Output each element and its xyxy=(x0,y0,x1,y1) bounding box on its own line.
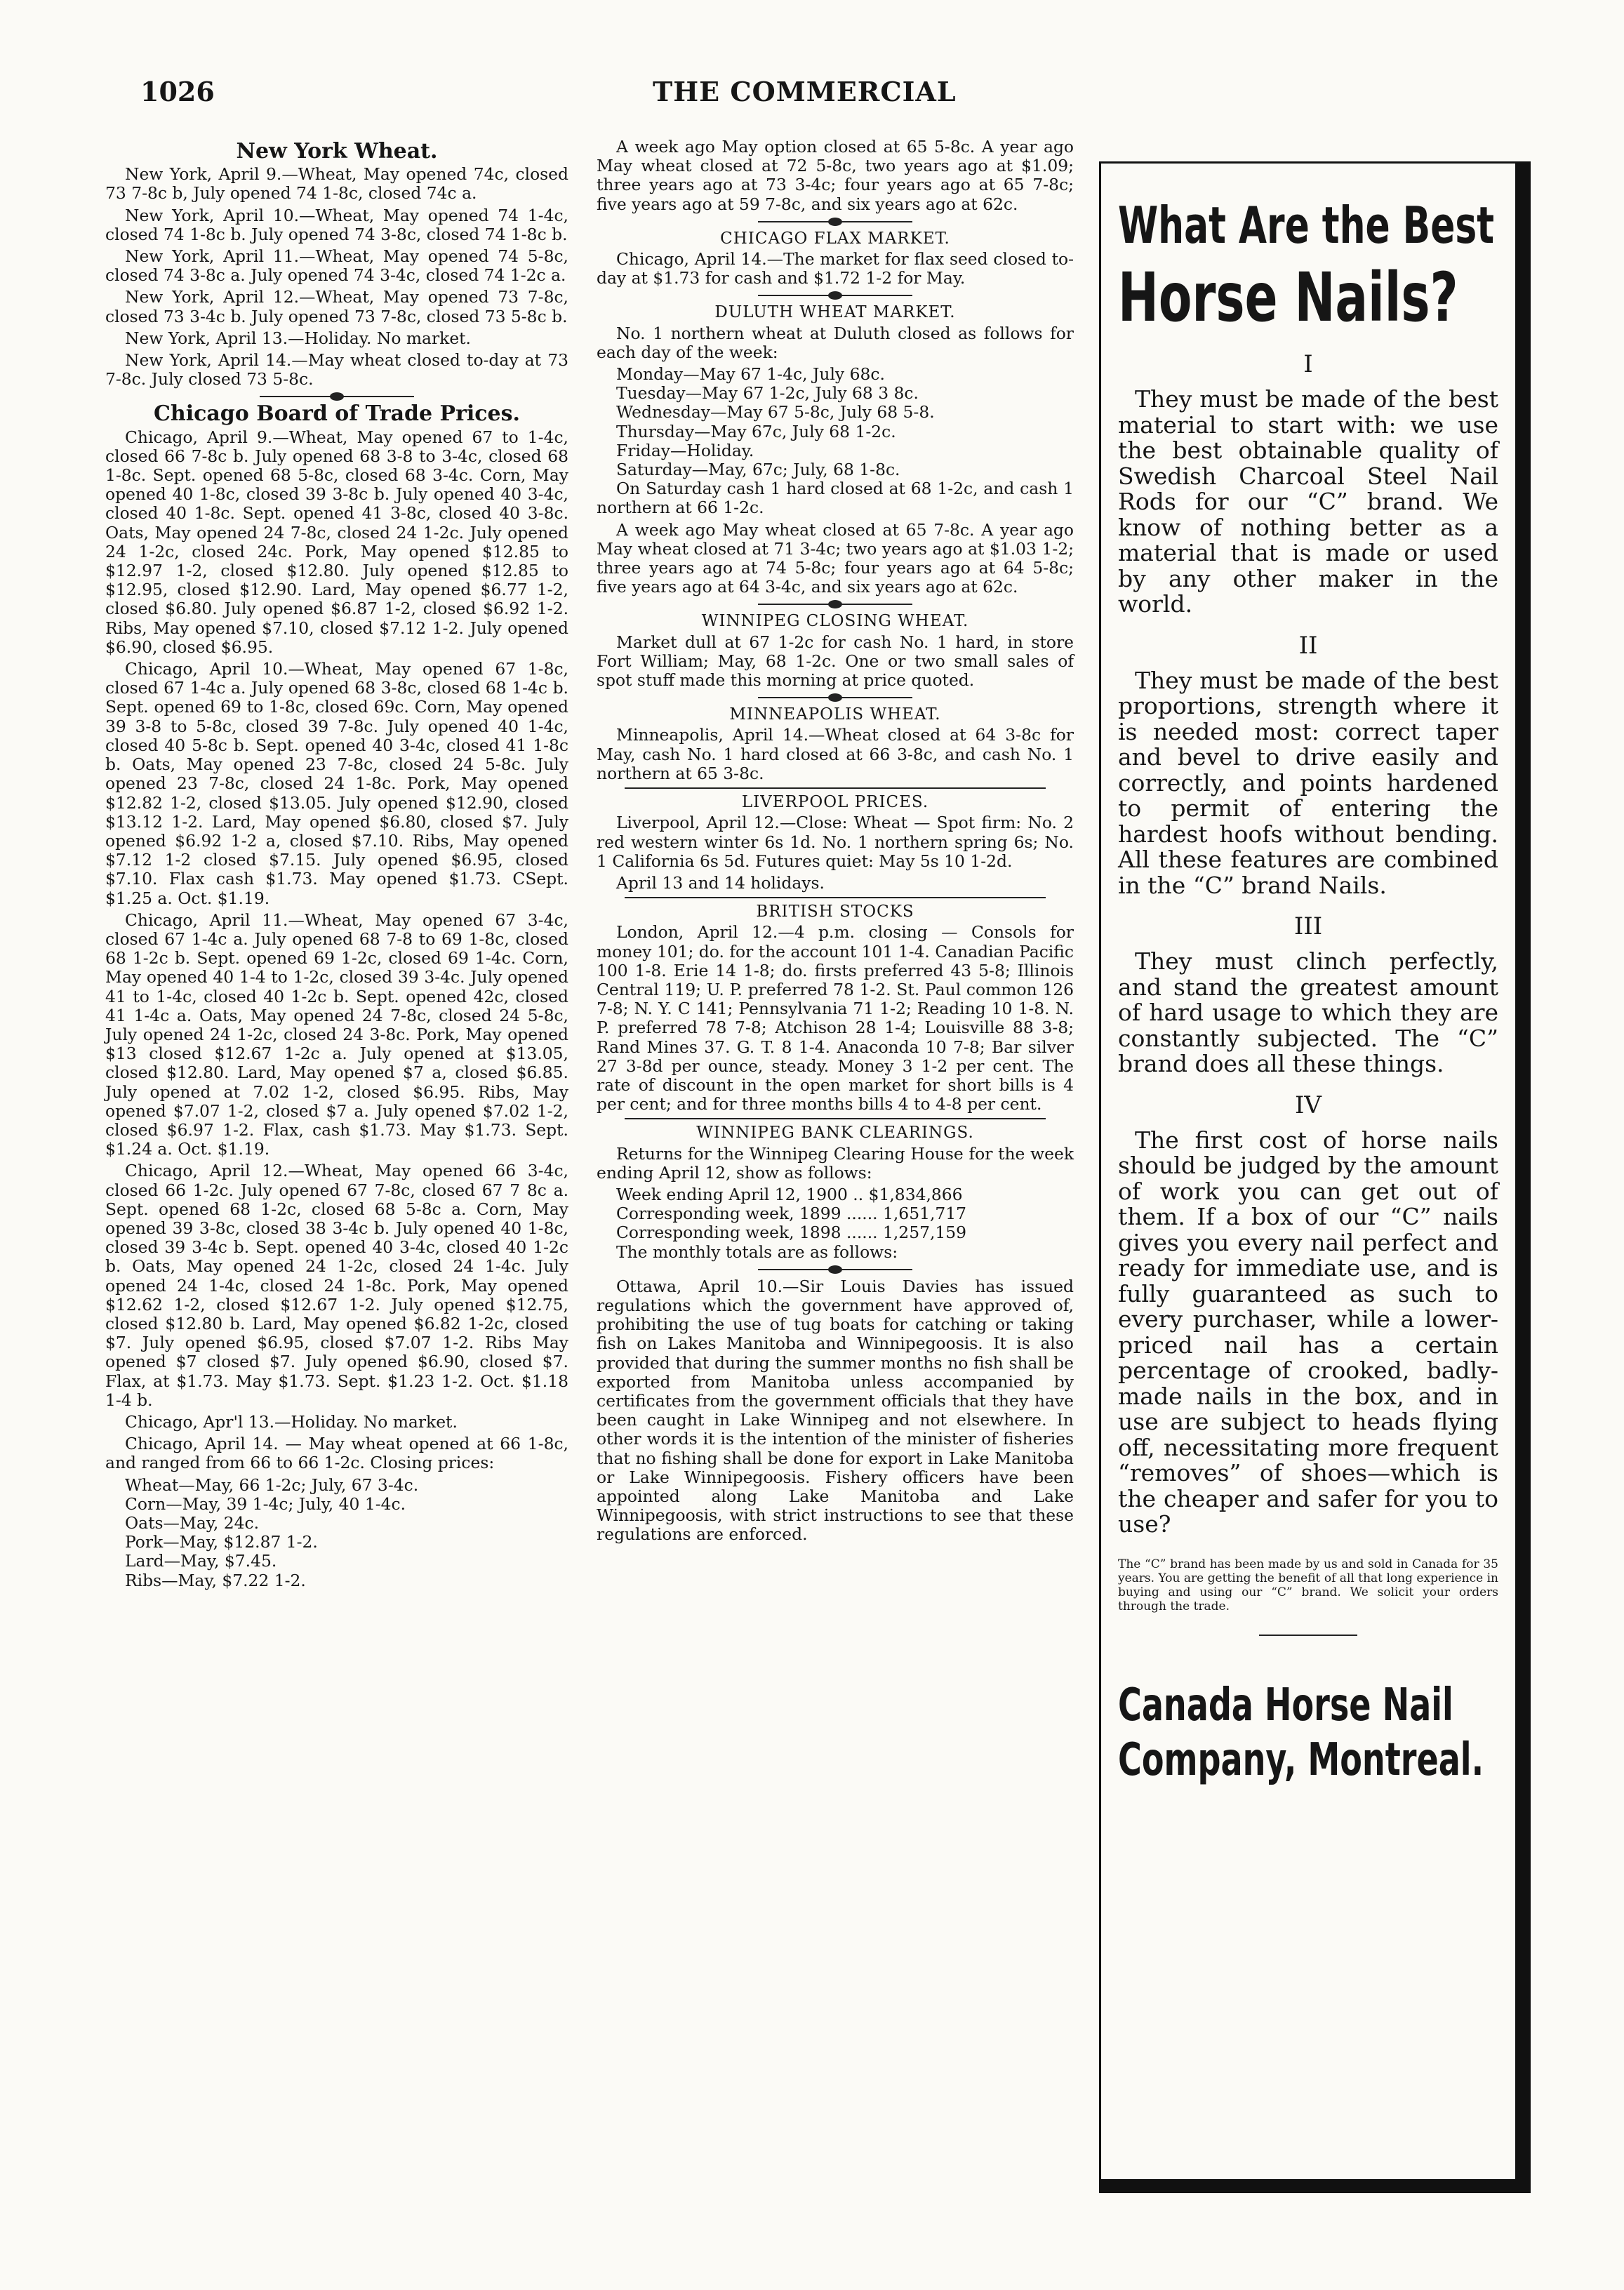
ad-section-text: They must be made of the best material to start with: we use the best obtainable quality of Swedish Charcoal Steel Nail Rods for our “C” brand. We know of nothing better as a material that is made or used by any other maker in the world. xyxy=(1118,385,1498,618)
british-stocks-heading: BRITISH STOCKS xyxy=(756,903,914,921)
duluth-day: Friday—Holiday. xyxy=(616,440,754,460)
ny-paragraph: New York, April 12.—Wheat, May opened 73 7-8c, closed 73 3-4c b. July opened 73 7-8c, closed 73 5-8c b. xyxy=(105,287,568,326)
chicago-paragraph: Chicago, Apr'l 13.—Holiday. No market. xyxy=(125,1412,458,1432)
duluth-day: Thursday—May 67c, July 68 1-2c. xyxy=(616,421,896,441)
liverpool-paragraph: Liverpool, April 12.—Close: Wheat — Spot firm: No. 2 red western winter 6s 1d. No. 1 northern spring 6s; No. 1 California 6s 5d. Futures quiet: May 5s 10 1-2d. xyxy=(597,813,1074,871)
ad-headline-line: What Are the Best xyxy=(1118,196,1494,255)
ad-small-print: The “C” brand has been made by us and sold in Canada for 35 years. You are getting the benefit of all that long experience in buying and using our “C” brand. We solicit your orders through the trade. xyxy=(1118,1557,1498,1613)
flax-paragraph: Chicago, April 14.—The market for flax seed closed to-day at $1.73 for cash and $1.72 1-2 for May. xyxy=(597,249,1074,288)
winnipeg-paragraph: Market dull at 67 1-2c for cash No. 1 hard, in store Fort William; May, 68 1-2c. One or two small sales of spot stuff made this morning at price quoted. xyxy=(597,632,1074,691)
clearings-row: Corresponding week, 1898 ...... 1,257,159 xyxy=(616,1223,967,1243)
section-rule xyxy=(625,787,1046,789)
duluth-paragraph: On Saturday cash 1 hard closed at 68 1-2c, and cash 1 northern at 66 1-2c. xyxy=(597,479,1074,518)
ad-section-number: I xyxy=(1303,350,1313,378)
intro-paragraph: A week ago May option closed at 65 5-8c. A year ago May wheat closed at 72 5-8c, two years ago at $1.09; three years ago at 73 3-4c; four years ago at 65 7-8c; five years ago at 59 7-8c, and six years ago at 62c. xyxy=(597,137,1074,214)
minneapolis-paragraph: Minneapolis, April 14.—Wheat closed at 64 3-8c for May, cash No. 1 hard closed at 66 3-8c, and cash No. 1 northern at 65 3-8c. xyxy=(597,725,1074,783)
ad-section-number: II xyxy=(1298,631,1318,660)
page-number: 1026 xyxy=(140,76,215,107)
section-rule xyxy=(625,1118,1046,1119)
duluth-paragraph: No. 1 northern wheat at Duluth closed as follows for each day of the week: xyxy=(597,323,1074,362)
closing-price-line: Oats—May, 24c. xyxy=(125,1513,260,1533)
duluth-day: Saturday—May, 67c; July, 68 1-8c. xyxy=(616,460,900,480)
liverpool-holidays: April 13 and 14 holidays. xyxy=(616,872,825,893)
section-separator xyxy=(758,1269,912,1270)
ad-section-number: IV xyxy=(1295,1091,1322,1119)
chicago-paragraph: Chicago, April 12.—Wheat, May opened 66 3-4c, closed 66 1-2c. July opened 67 7-8c, closed 67 7 8c a. Sept. opened 68 1-2c, closed 68 5-8c a. Corn, May opened 39 3-8c, closed 38 3-4c b. July opened 40 1-8c, closed 39 3-4c b. Sept. opened 40 3-4c, closed 40 1-2c b. Oats, May opened 24 1-2c, closed 24 1-4c. July opened 24 1-4c, closed 24 1-8c. Pork, May opened $12.62 1-2, closed $12.67 1-2. July opened $12.75, closed $12.80 b. Lard, May opened $6.82 1-2c, closed $7. July opened $6.95, closed $7.07 1-2. Ribs May opened $7 closed $7. July opened $6.90, closed $7. Flax, at $1.73. May $1.73. Sept. $1.23 1-2. Oct. $1.18 1-4 b. xyxy=(105,1161,568,1410)
duluth-day: Wednesday—May 67 5-8c, July 68 5-8. xyxy=(616,402,935,422)
closing-price-line: Lard—May, $7.45. xyxy=(125,1551,277,1571)
ny-paragraph: New York, April 13.—Holiday. No market. xyxy=(125,328,471,348)
clearings-heading: WINNIPEG BANK CLEARINGS. xyxy=(696,1124,974,1143)
section-separator xyxy=(260,396,414,397)
page-title: THE COMMERCIAL xyxy=(653,76,957,107)
ad-headline-line: Horse Nails? xyxy=(1118,258,1458,337)
clearings-monthly: The monthly totals are as follows: xyxy=(616,1241,898,1262)
column-left xyxy=(105,138,568,1590)
ad-company-line: Company, Montreal. xyxy=(1118,1733,1484,1786)
duluth-heading: DULUTH WHEAT MARKET. xyxy=(714,303,956,322)
ny-paragraph: New York, April 9.—Wheat, May opened 74c, closed 73 7-8c b, July opened 74 1-8c, closed 74c a. xyxy=(105,164,568,204)
chicago-paragraph: Chicago, April 14. — May wheat opened at 66 1-8c, and ranged from 66 to 66 1-2c. Closing prices: xyxy=(105,1434,568,1473)
chicago-paragraph: Chicago, April 11.—Wheat, May opened 67 3-4c, closed 67 1-4c a. July opened 68 7-8 to 69 1-8c, closed 68 1-2c b. Sept. opened 69 1-2c, closed 69 1-4c. Corn, May opened 40 1-4 to 1-2c, closed 39 3-4c. July opened 41 to 1-4c, closed 40 1-2c b. Sept. opened 42c, closed 41 1-4c a. Oats, May opened 24 7-8c, closed 24 5-8c, July opened 24 1-2c, closed 24 3-8c. Pork, May opened $13 closed $12.67 1-2c a. July opened at $13.05, closed $12.80. Lard, May opened $7 a, closed $6.85. July opened at 7.02 1-2, closed $6.95. Ribs, May opened $7.07 1-2, closed $7 a. July opened $7.02 1-2, closed $6.97 1-2. Flax, cash $1.73. May $1.73. Sept. $1.24 a. Oct. $1.19. xyxy=(105,910,568,1159)
liverpool-heading: LIVERPOOL PRICES. xyxy=(741,793,929,812)
minneapolis-heading: MINNEAPOLIS WHEAT. xyxy=(729,705,941,724)
ad-section-text: They must be made of the best proportions, strength where it is needed most: correct taper and bevel to drive easily and correctly, and points hardened to permit of entering the hardest hoofs without bending. All these features are combined in the “C” brand Nails. xyxy=(1118,666,1498,899)
section-separator xyxy=(758,604,912,605)
winnipeg-heading: WINNIPEG CLOSING WHEAT. xyxy=(701,612,969,631)
chicago-heading: Chicago Board of Trade Prices. xyxy=(154,401,520,427)
clearings-row: Week ending April 12, 1900 .. $1,834,866 xyxy=(616,1184,963,1204)
section-rule xyxy=(625,897,1046,898)
ad-headline xyxy=(1118,192,1501,336)
ad-section-number: III xyxy=(1293,912,1323,940)
closing-price-line: Corn—May, 39 1-4c; July, 40 1-4c. xyxy=(125,1493,406,1514)
column-middle xyxy=(597,138,1074,1547)
chicago-paragraph: Chicago, April 9.—Wheat, May opened 67 to 1-4c, closed 66 7-8c b. July opened 68 3-8 to 3-4c, closed 68 1-8c. Sept. opened 68 5-8c, closed 68 3-4c. Corn, May opened 40 1-8c, closed 39 3-8c b. July opened 40 3-4c, closed 40 1-8c. Sept. opened 41 3-8c, closed 40 3-8c. Oats, May opened 24 7-8c, closed 24 1-2c. July opened 24 1-2c, closed 24c. Pork, May opened $12.85 to $12.97 1-2, closed $12.80. July opened $12.85 to $12.95, closed $12.90. Lard, May opened $6.77 1-2, closed $6.80. July opened $6.87 1-2, closed $6.92 1-2. Ribs, May opened $7.10, closed $7.12 1-2. July opened $6.90, closed $6.95. xyxy=(105,427,568,657)
horse-nail-advertisement xyxy=(1099,161,1531,2193)
duluth-day: Tuesday—May 67 1-2c, July 68 3 8c. xyxy=(616,383,919,404)
flax-heading: CHICAGO FLAX MARKET. xyxy=(720,229,950,248)
ad-divider xyxy=(1259,1635,1357,1636)
clearings-row: Corresponding week, 1899 ...... 1,651,717 xyxy=(616,1204,967,1224)
ny-paragraph: New York, April 10.—Wheat, May opened 74 1-4c, closed 74 1-8c b. July opened 74 3-8c, closed 74 1-8c b. xyxy=(105,205,568,244)
british-stocks-paragraph: London, April 12.—4 p.m. closing — Consols for money 101; do. for the account 101 1-4. Canadian Pacific 100 1-8. Erie 14 1-8; do. firsts preferred 43 5-8; Illinois Central 119; U. P. preferred 78 1-2. St. Paul common 126 7-8; N. Y. C 141; Pennsylvania 71 1-2; Reading 10 1-8. N. P. preferred 78 7-8; Atchison 28 1-4; Louisville 88 3-8; Rand Mines 37. G. T. 8 1-4. Anaconda 10 7-8; Bar silver 27 3-8d per ounce, steady. Money 3 1-2 per cent. The rate of discount in the open market for short bills is 4 per cent; and for three months bills 4 to 4-8 per cent. xyxy=(597,922,1074,1114)
duluth-day: Monday—May 67 1-4c, July 68c. xyxy=(616,364,885,385)
ny-paragraph: New York, April 14.—May wheat closed to-day at 73 7-8c. July closed 73 5-8c. xyxy=(105,350,568,390)
ad-company-name xyxy=(1118,1678,1501,1788)
ad-section-text: The first cost of horse nails should be judged by the amount of work you can get out of them. If a box of our “C” nails gives you every nail perfect and ready for immediate use, and is fully guaranteed as such to every purchaser, while a lower-priced nail has a certain percentage of crooked, badly-made nails in the box, and in use are subject to heads flying off, necessitating more frequent “removes” of shoes—which is the cheaper and safer for you to use? xyxy=(1118,1126,1498,1538)
ad-company-line: Canada Horse Nail xyxy=(1118,1679,1453,1731)
ny-wheat-heading: New York Wheat. xyxy=(236,139,438,164)
ad-section-text: They must clinch perfectly, and stand the greatest amount of hard usage to which they are constantly subjected. The “C” brand does all these things. xyxy=(1118,947,1498,1077)
closing-price-line: Pork—May, $12.87 1-2. xyxy=(125,1532,318,1552)
chicago-paragraph: Chicago, April 10.—Wheat, May opened 67 1-8c, closed 67 1-4c a. July opened 68 3-8c, closed 68 1-4c b. Sept. opened 69 to 1-8c, closed 69c. Corn, May opened 39 3-8 to 5-8c, closed 39 7-8c. July opened 40 1-4c, closed 40 5-8c b. Sept. opened 40 3-4c, closed 41 1-8c b. Oats, May opened 23 7-8c, closed 24 5-8c. July opened 23 7-8c, closed 24 1-8c. Pork, May opened $12.82 1-2, closed $13.05. July opened $12.90, closed $13.12 1-2. Lard, May opened $6.80, closed $7. July opened $6.92 1-2 a, closed $7.10. Ribs, May opened $7.12 1-2 closed $7.15. July opened $6.95, closed $7.10. Flax cash $1.73. May opened $1.73. CSept. $1.25 a. Oct. $1.19. xyxy=(105,659,568,908)
section-separator xyxy=(758,295,912,296)
ottawa-paragraph: Ottawa, April 10.—Sir Louis Davies has issued regulations which the government have approved of, prohibiting the use of tug boats for catching or taking fish on Lakes Manitoba and Winnipegoosis. It is also provided that during the summer months no fish shall be exported from Manitoba unless accompanied by certificates from the government officials that they have been caught in Lake Winnipeg and not elsewhere. In other words it is the intention of the minister of fisheries that no fishing shall be done for export in Lake Manitoba or Lake Winnipegoosis. Fishery officers have been appointed along Lake Manitoba and Lake Winnipegoosis, with strict instructions to see that these regulations are enforced. xyxy=(597,1276,1074,1545)
duluth-paragraph: A week ago May wheat closed at 65 7-8c. A year ago May wheat closed at 71 3-4c; two years ago at $1.03 1-2; three years ago at 74 5-8c; four years ago at 64 5-8c; five years ago at 64 3-4c, and six years ago at 62c. xyxy=(597,519,1074,597)
closing-price-line: Wheat—May, 66 1-2c; July, 67 3-4c. xyxy=(125,1474,419,1495)
closing-price-line: Ribs—May, $7.22 1-2. xyxy=(125,1570,306,1590)
section-separator xyxy=(758,697,912,698)
ny-paragraph: New York, April 11.—Wheat, May opened 74 5-8c, closed 74 3-8c a. July opened 74 3-4c, closed 74 1-2c a. xyxy=(105,246,568,286)
clearings-paragraph: Returns for the Winnipeg Clearing House for the week ending April 12, show as follows: xyxy=(597,1143,1074,1183)
section-separator xyxy=(758,221,912,222)
